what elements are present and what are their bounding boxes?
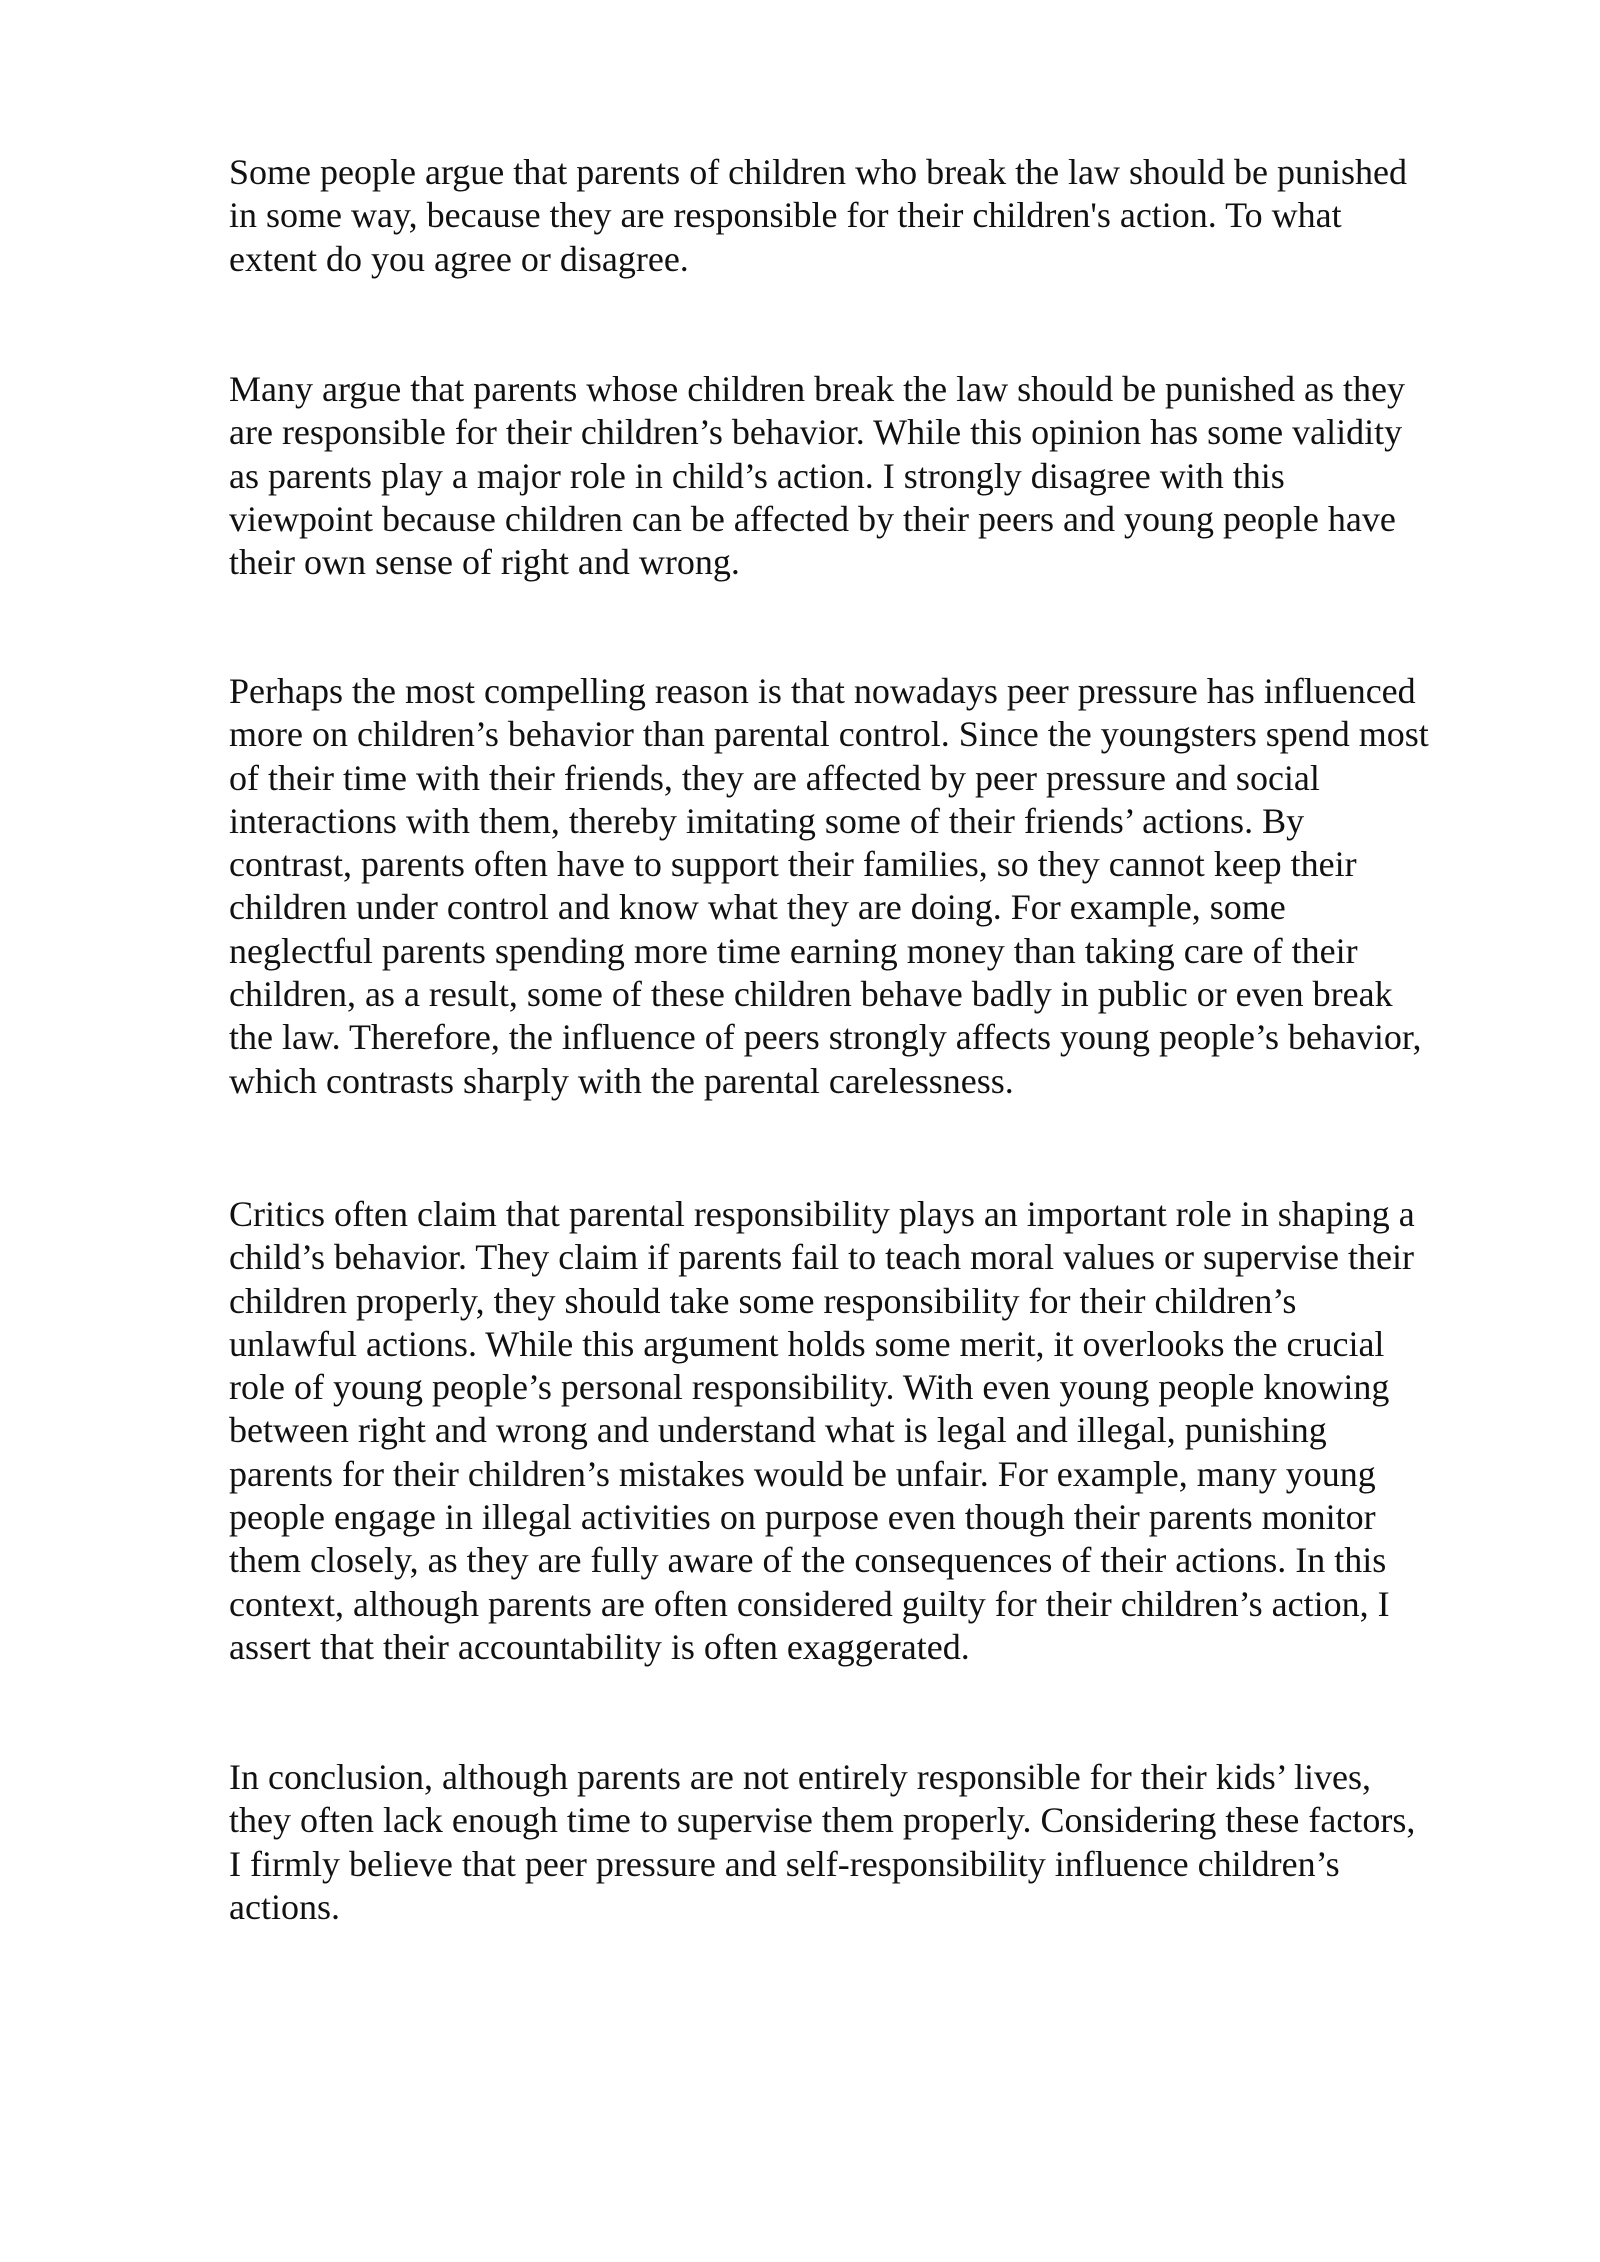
body-paragraph-1: Perhaps the most compelling reason is that nowadays peer pressure has influenced more on children’s behavior than parental control. Since the youngsters spend most of their time with their friends, they are affected by peer pressure and social interactions with them, thereby imitating some of their friends’ actions. By contrast, parents often have to support their families, so they cannot keep their children under control and know what they are doing. For example, some neglectful parents spending more time earning money than taking care of their children, as a result, some of these children behave badly in public or even break the law. Therefore, the influence of peers strongly affects young people’s behavior, which contrasts sharply with the parental carelessness. — [229, 671, 1429, 1101]
essay-prompt: Some people argue that parents of children who break the law should be punished in some way, because they are responsible for their children's action. To what extent do you agree or disagree. — [229, 152, 1408, 279]
body-paragraph-2: Critics often claim that parental responsibility plays an important role in shaping a child’s behavior. They claim if parents fail to teach moral values or supervise their children properly, they should take some responsibility for their children’s unlawful actions. While this argument holds some merit, it overlooks the crucial role of young people’s personal responsibility. With even young people knowing between right and wrong and understand what is legal and illegal, punishing parents for their children’s mistakes would be unfair. For example, many young people engage in illegal activities on purpose even though their parents monitor them closely, as they are fully aware of the consequences of their actions. In this context, although parents are often considered guilty for their children’s action, I assert that their accountability is often exaggerated. — [229, 1194, 1415, 1667]
intro-paragraph: Many argue that parents whose children break the law should be punished as they are responsible for their children’s behavior. While this opinion has some validity as parents play a major role in child’s action. I strongly disagree with this viewpoint because children can be affected by their peers and young people have their own sense of right and wrong. — [229, 369, 1406, 583]
conclusion-paragraph: In conclusion, although parents are not entirely responsible for their kids’ lives, they often lack enough time to supervise them properly. Considering these factors, I firmly believe that peer pressure and self-responsibility influence children’s actions. — [229, 1757, 1416, 1927]
